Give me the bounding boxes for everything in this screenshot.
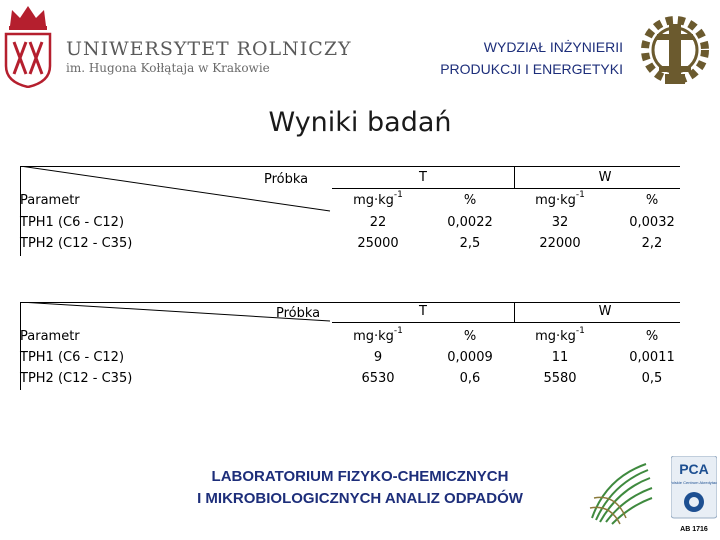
row-label: TPH1 (C6 - C12)	[20, 350, 125, 365]
corner-bottom-label: Parametr	[20, 193, 80, 208]
faculty-name	[363, 36, 623, 80]
table-cell: 0,0032	[629, 215, 675, 230]
table-cell: 22	[369, 215, 387, 230]
row-label: TPH2 (C12 - C35)	[20, 236, 133, 251]
pca-sub-text: Polskie Centrum Akredytacji	[671, 480, 717, 485]
group-header-border	[332, 322, 680, 323]
table-cell: 11	[551, 350, 569, 365]
unit-header: $mg\cdot kg^{-1}$	[353, 326, 403, 344]
corner-bottom-label: Parametr	[20, 329, 80, 344]
faculty-line-2: PRODUKCJI I ENERGETYKI	[440, 61, 623, 77]
results-table-2	[20, 302, 690, 390]
results-table-1	[20, 166, 690, 256]
group-header-w: W	[598, 304, 612, 319]
university-subtitle: im. Hugona Kołłątaja w Krakowie	[66, 61, 270, 75]
table-cell: 9	[373, 350, 383, 365]
faculty-line-1: WYDZIAŁ INŻYNIERII	[483, 39, 623, 55]
table-cell: 22000	[539, 236, 581, 251]
table-top-border	[20, 302, 680, 303]
table-top-border	[20, 166, 680, 167]
laboratory-line-2: I MIKROBIOLOGICZNYCH ANALIZ ODPADÓW	[197, 490, 523, 507]
table-cell: 0,5	[641, 371, 663, 386]
laboratory-leaf-logo	[586, 458, 656, 528]
pca-logo-text: PCA	[679, 461, 709, 477]
university-crest-logo	[2, 4, 54, 88]
page-title: Wyniki badań	[268, 107, 452, 138]
table-cell: 0,0009	[447, 350, 493, 365]
group-header-t: T	[419, 170, 427, 185]
group-header-border	[332, 188, 680, 189]
group-header-t: T	[419, 304, 427, 319]
table-cell: 0,6	[459, 371, 481, 386]
pca-badge-icon	[671, 456, 717, 520]
table-cell: 2,2	[641, 236, 663, 251]
corner-top-label: Próbka	[276, 306, 321, 321]
table-cell: 32	[551, 215, 569, 230]
unit-header: %	[645, 329, 659, 344]
university-name: UNIWERSYTET ROLNICZY	[66, 38, 352, 60]
table-cell: 0,0022	[447, 215, 493, 230]
accreditation-code: AB 1716	[680, 526, 708, 533]
table-cell: 2,5	[459, 236, 481, 251]
unit-header: $mg\cdot kg^{-1}$	[353, 190, 403, 208]
unit-header: %	[463, 193, 477, 208]
table-cell: 5580	[543, 371, 577, 386]
table-cell: 6530	[361, 371, 395, 386]
unit-header: %	[645, 193, 659, 208]
row-label: TPH2 (C12 - C35)	[20, 371, 133, 386]
table-cell: 25000	[357, 236, 399, 251]
pca-accreditation-logo	[671, 456, 717, 536]
group-header-w: W	[598, 170, 612, 185]
table-cell: 0,0011	[629, 350, 675, 365]
laboratory-name	[140, 466, 580, 510]
laboratory-line-1: LABORATORIUM FIZYKO-CHEMICZNYCH	[211, 468, 509, 485]
corner-top-label: Próbka	[264, 172, 309, 187]
faculty-gear-logo	[637, 8, 713, 90]
unit-header: $mg\cdot kg^{-1}$	[535, 326, 585, 344]
row-label: TPH1 (C6 - C12)	[20, 215, 125, 230]
unit-header: %	[463, 329, 477, 344]
unit-header: $mg\cdot kg^{-1}$	[535, 190, 585, 208]
